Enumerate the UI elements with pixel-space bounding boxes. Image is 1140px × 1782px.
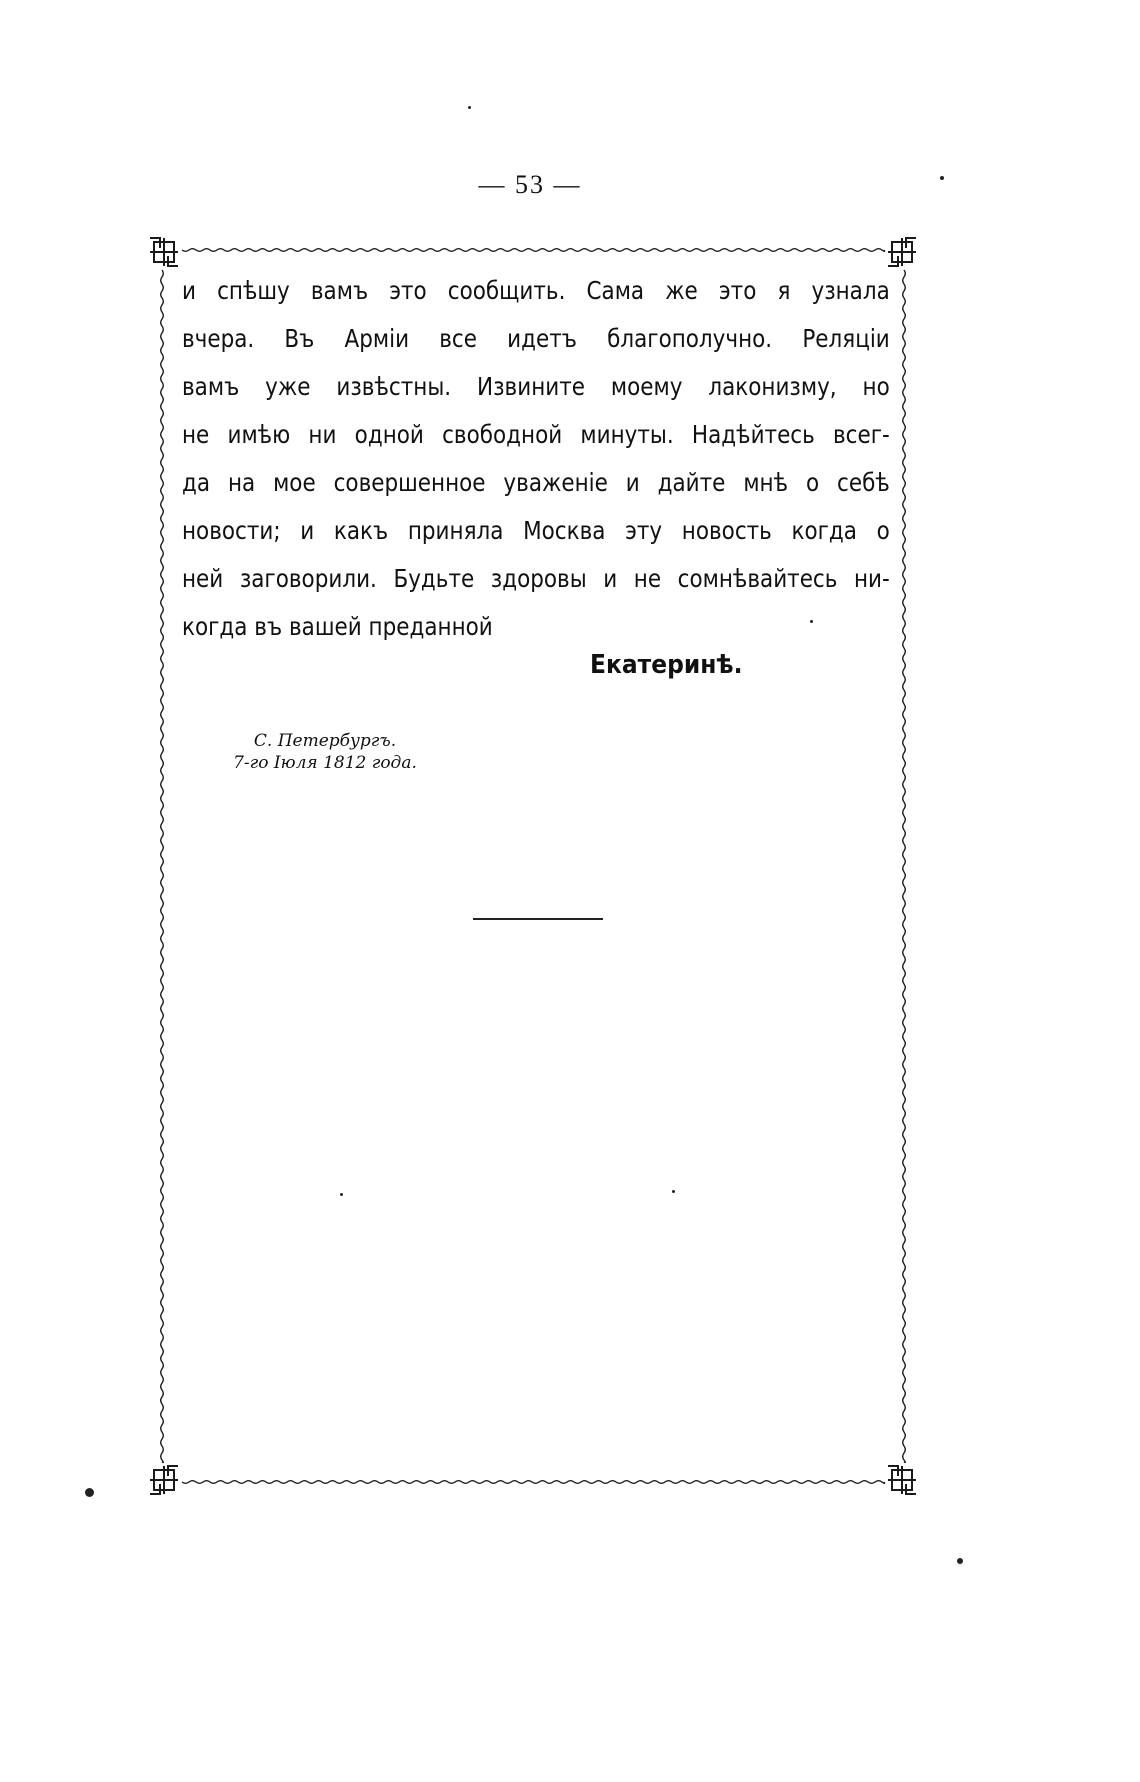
- letter-line: и спѣшу вамъ это сообщить. Сама же это я узнала: [182, 276, 890, 305]
- place-line: С. Петербургъ.: [253, 731, 397, 751]
- meander-corner-icon: [888, 238, 916, 266]
- letter-line: не имѣю ни одной свободной минуты. Надѣйтесь всег-: [182, 420, 890, 449]
- page-number: — 53 —: [478, 170, 582, 199]
- ink-speck: [810, 620, 813, 623]
- letter-line: вамъ уже извѣстны. Извините моему лаконизму, но: [182, 372, 890, 401]
- letter-body: [182, 267, 890, 651]
- meander-corner-icon: [150, 238, 178, 266]
- ink-speck: [957, 1558, 963, 1564]
- letter-line: когда въ вашей преданной: [182, 612, 493, 641]
- frame-top-border: [182, 249, 884, 252]
- ink-speck: [85, 1488, 94, 1497]
- place-date-block: [205, 730, 445, 774]
- letter-line: да на мое совершенное уваженіе и дайте мнѣ о себѣ: [182, 468, 890, 497]
- ink-speck: [672, 1190, 675, 1193]
- letter-line: новости; и какъ приняла Москва эту новость когда о: [182, 516, 890, 545]
- ink-speck: [468, 106, 471, 109]
- closing-rule: [473, 918, 603, 920]
- frame-left-border: [161, 270, 164, 1462]
- letter-line: вчера. Въ Арміи все идетъ благополучно. Реляціи: [182, 324, 890, 353]
- frame-bottom-border: [182, 1481, 884, 1484]
- ink-speck: [940, 176, 944, 180]
- date-line: 7-го Іюля 1812 года.: [233, 753, 417, 773]
- letter-line: ней заговорили. Будьте здоровы и не сомнѣвайтесь ни-: [182, 564, 890, 593]
- meander-corner-icon: [150, 1466, 178, 1494]
- ink-speck: [340, 1193, 343, 1196]
- signature: Екатеринѣ.: [590, 650, 743, 680]
- frame-right-border: [903, 270, 906, 1462]
- meander-corner-icon: [888, 1466, 916, 1494]
